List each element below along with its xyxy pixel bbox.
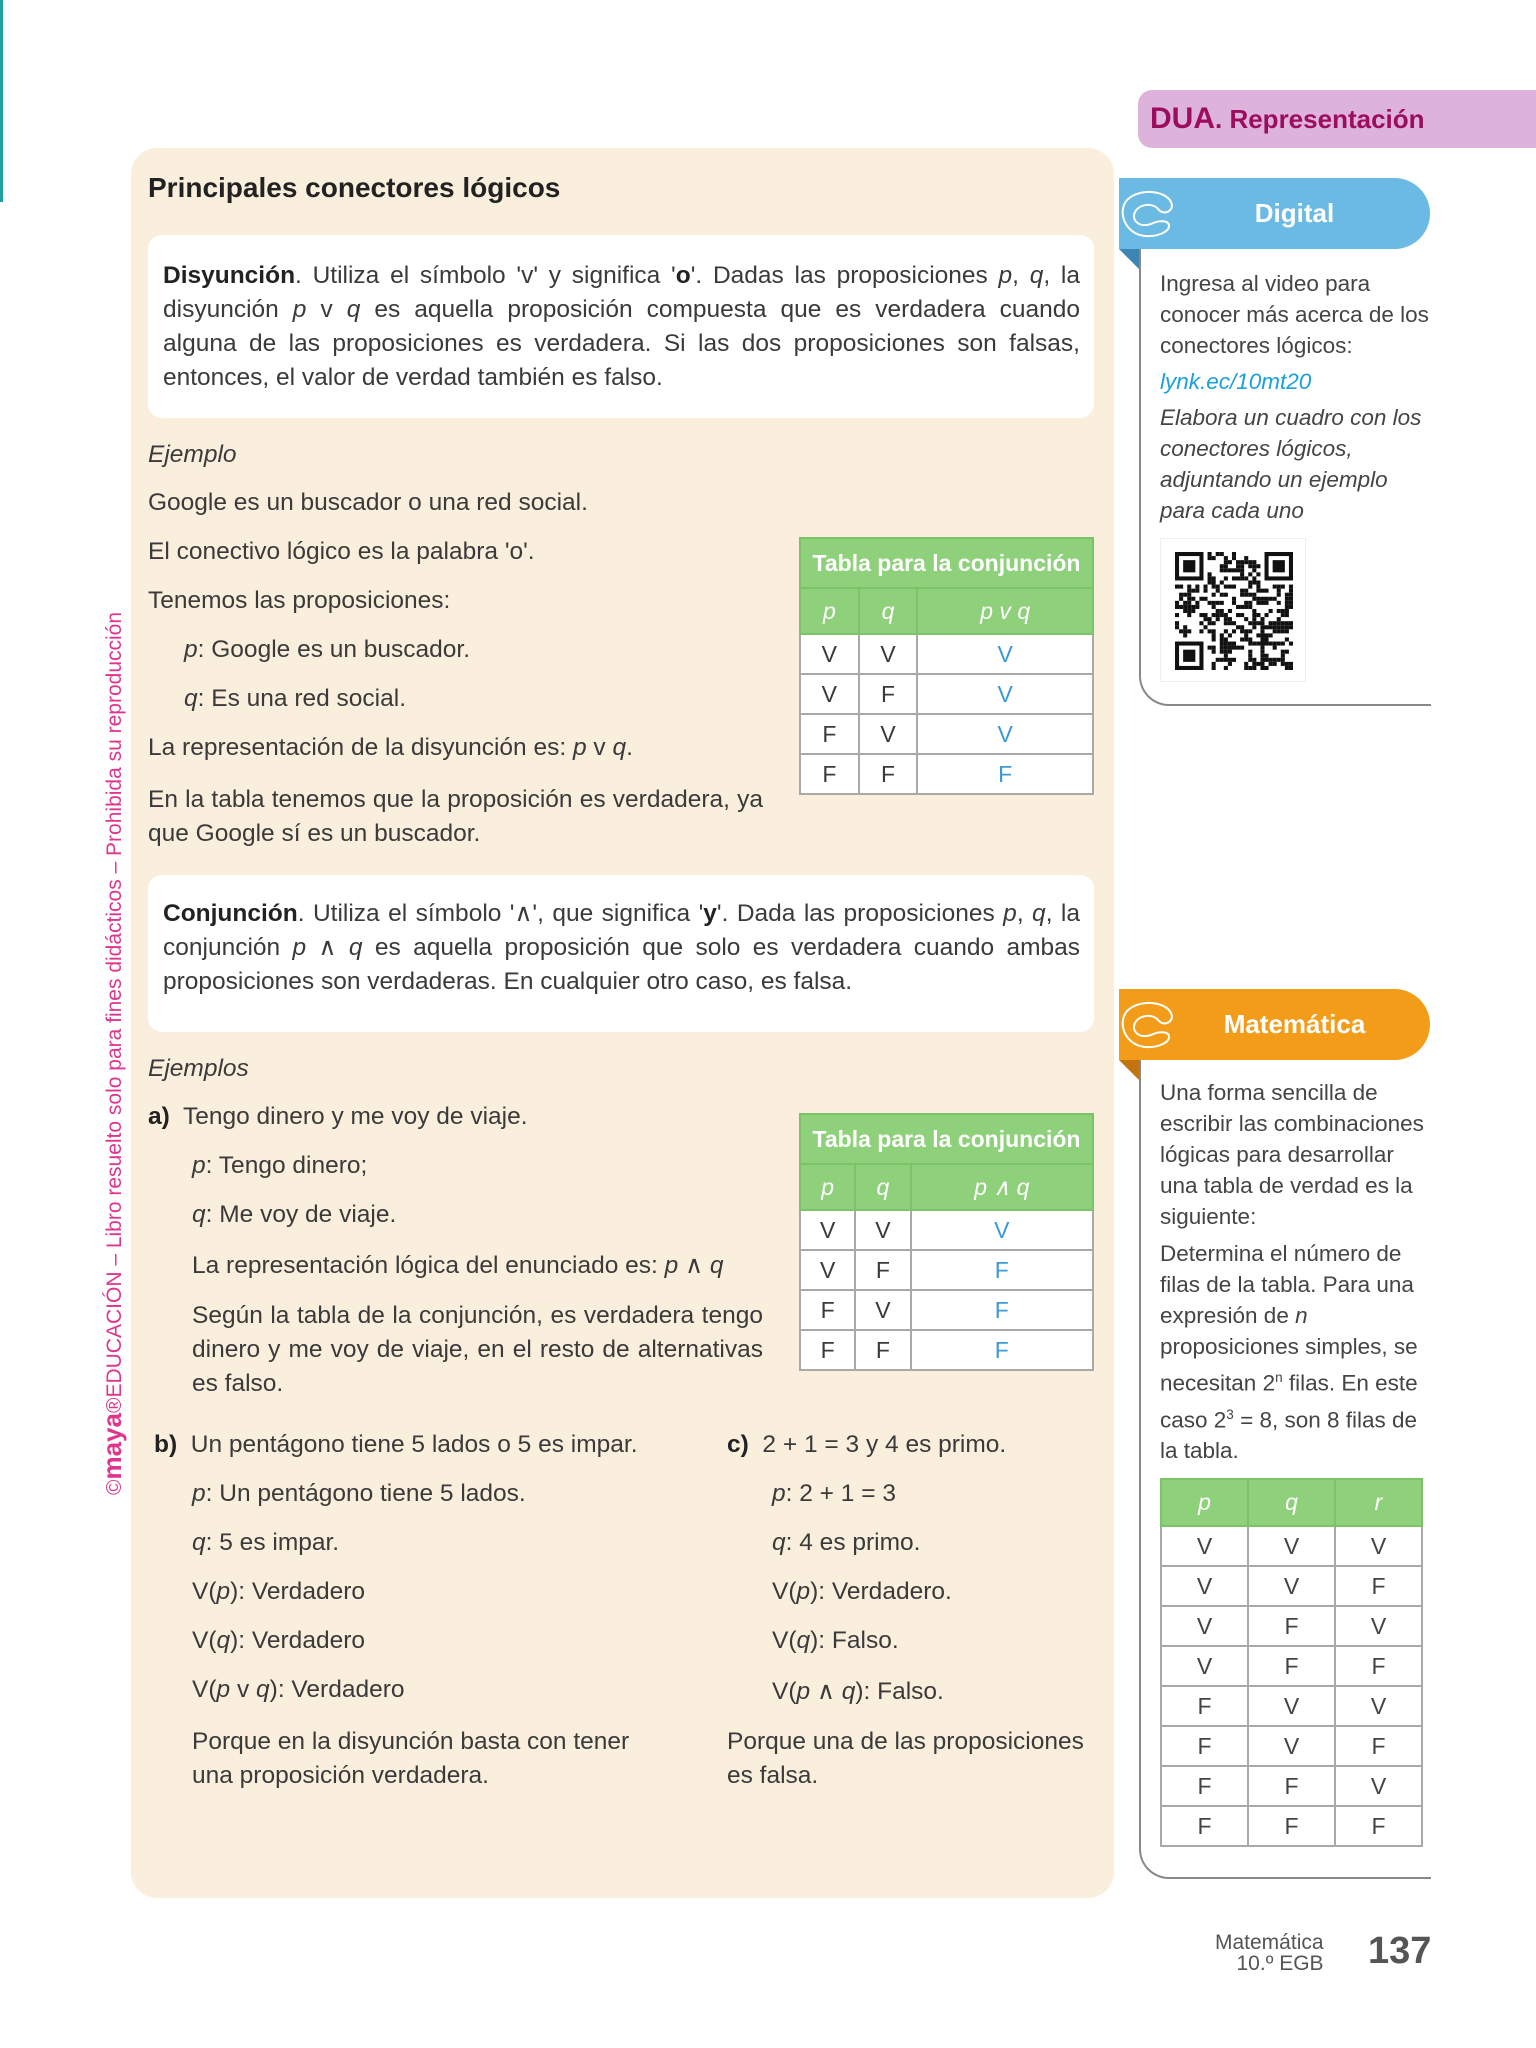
example-conclusion	[727, 1725, 1097, 1793]
table-cell: V	[1248, 1686, 1335, 1726]
table-cell: F	[1161, 1806, 1248, 1846]
table-header-row	[800, 1164, 1093, 1210]
item-statement: Un pentágono tiene 5 lados o 5 es impar.	[190, 1431, 638, 1458]
text-segment: p	[292, 934, 307, 961]
example-1	[148, 489, 763, 851]
table-cell: F	[1335, 1726, 1422, 1766]
table-cell: V	[855, 1210, 910, 1250]
example-a	[148, 1103, 763, 1401]
text-segment: q	[256, 1676, 270, 1703]
table-row	[800, 1290, 1093, 1330]
text-segment: q	[612, 734, 627, 761]
table-cell: V	[800, 1250, 855, 1290]
footer-subject-name: Matemática	[1215, 1931, 1324, 1954]
table-row	[800, 634, 1093, 674]
table-cell: V	[800, 1210, 855, 1250]
text-segment: q	[772, 1529, 786, 1556]
table-cell: V	[800, 634, 859, 674]
text-segment: ): Verdadero	[230, 1578, 365, 1605]
text-segment: .	[626, 734, 633, 761]
dua-subtitle: . Representación	[1215, 104, 1425, 134]
text-segment: ∧	[306, 934, 349, 961]
digital-intro: Ingresa al video para conocer más acerca de los conectores lógicos:	[1160, 271, 1429, 358]
text-segment: p	[184, 636, 198, 663]
text-segment: p	[192, 1480, 206, 1507]
section-title: Principales conectores lógicos	[148, 172, 561, 203]
copyright-notice	[98, 612, 129, 1495]
table-cell: F	[1335, 1646, 1422, 1686]
truth-table-three-variables	[1160, 1478, 1423, 1847]
text-segment: q	[192, 1201, 206, 1228]
example-line	[192, 1529, 714, 1578]
column-header: p	[800, 588, 859, 634]
text-segment: p	[292, 296, 307, 323]
example-c	[727, 1431, 1107, 1793]
text-segment: Tenemos las proposiciones:	[148, 587, 451, 614]
table-cell: V	[859, 714, 918, 754]
text-segment: q	[709, 1252, 724, 1279]
example-line	[148, 636, 763, 685]
ribbon-fold	[1119, 249, 1139, 269]
matematica-title: Matemática	[1223, 1009, 1366, 1039]
example-conclusion	[148, 783, 763, 851]
text-segment: '. Dada las proposiciones	[716, 900, 1004, 927]
footer-subject	[1215, 1932, 1324, 1974]
text-segment: n	[1275, 1370, 1283, 1385]
table-cell: F	[855, 1250, 910, 1290]
text-segment: El conectivo lógico es la palabra 'o'.	[148, 538, 535, 565]
example-line	[772, 1578, 1107, 1627]
column-header: q	[859, 588, 918, 634]
text-segment: ): Verdadero.	[810, 1578, 952, 1605]
text-segment: p	[216, 1578, 231, 1605]
text-segment: p	[1003, 900, 1017, 927]
table-row	[800, 674, 1093, 714]
text-segment: proposiciones simples, se necesitan 2	[1160, 1334, 1418, 1396]
table-row	[1161, 1606, 1422, 1646]
dua-banner	[1138, 90, 1536, 148]
digital-title: Digital	[1254, 198, 1335, 228]
text-segment: V(	[772, 1627, 797, 1654]
page-number: 137	[1368, 1930, 1432, 1972]
text-segment: p	[216, 1676, 231, 1703]
text-segment: q	[841, 1678, 856, 1705]
table-cell: F	[800, 1330, 855, 1370]
column-header: q	[855, 1164, 910, 1210]
link-icon	[1119, 188, 1179, 243]
matematica-body	[1139, 1060, 1431, 1879]
text-segment: q	[346, 296, 361, 323]
text-segment: Disyunción	[163, 262, 296, 289]
item-label: c)	[727, 1431, 749, 1458]
table-row	[800, 754, 1093, 794]
table-row	[800, 1210, 1093, 1250]
example-line	[192, 1250, 763, 1299]
column-header: p	[800, 1164, 855, 1210]
brand-logo: maya	[97, 1413, 127, 1480]
text-segment: Según la tabla de la conjunción, es verdadera tengo dinero y me voy de viaje, en el resto de alternativas es falso.	[192, 1302, 763, 1397]
table-cell: F	[1248, 1766, 1335, 1806]
digital-header	[1119, 178, 1430, 249]
text-segment: V(	[192, 1676, 217, 1703]
text-segment: La representación lógica del enunciado es:	[192, 1252, 665, 1279]
text-segment: V(	[192, 1627, 217, 1654]
table-cell: F	[1248, 1646, 1335, 1686]
text-segment: es aquella proposición compuesta que es verdadera cuando alguna de las proposiciones es verdadera. Si las dos proposiciones son falsas, entonces, el valor de verdad también es falso.	[163, 296, 1080, 391]
text-segment: ∧	[810, 1678, 842, 1705]
digital-body	[1139, 249, 1431, 706]
example-line	[192, 1201, 763, 1250]
table-cell: V	[1335, 1686, 1422, 1726]
table-cell: V	[855, 1290, 910, 1330]
disyuncion-definition	[148, 235, 1094, 418]
table-row	[800, 1250, 1093, 1290]
table-header-row	[800, 588, 1093, 634]
text-segment: ): Falso.	[855, 1678, 944, 1705]
text-segment: . Utiliza el símbolo 'v' y significa '	[295, 262, 676, 289]
disyuncion-text	[163, 259, 1080, 395]
table-cell: F	[917, 754, 1093, 794]
conjuncion-text	[163, 897, 1080, 999]
column-header: p	[1161, 1479, 1248, 1526]
table-cell: F	[911, 1290, 1093, 1330]
text-segment: La representación de la disyunción es:	[148, 734, 573, 761]
text-segment: ): Verdadero	[230, 1627, 365, 1654]
example-line	[192, 1676, 714, 1725]
text-segment: : Tengo dinero;	[205, 1152, 368, 1179]
text-segment: o	[675, 262, 691, 289]
text-segment: q	[192, 1529, 206, 1556]
text-segment: p	[772, 1480, 786, 1507]
table-cell: V	[1335, 1526, 1422, 1566]
text-segment: = 8, son 8 filas de la tabla.	[1160, 1407, 1418, 1463]
text-segment: V(	[772, 1578, 797, 1605]
table-caption: Tabla para la conjunción	[800, 538, 1093, 588]
text-segment: q	[1029, 262, 1044, 289]
text-segment: : Me voy de viaje.	[205, 1201, 397, 1228]
copyright-symbol: ©	[103, 1479, 126, 1495]
table-cell: F	[1161, 1766, 1248, 1806]
table-row	[1161, 1686, 1422, 1726]
text-segment: filas. En este caso 2	[1160, 1370, 1418, 1432]
table-row	[1161, 1526, 1422, 1566]
text-segment: 3	[1226, 1406, 1234, 1422]
dua-label: DUA	[1150, 102, 1215, 135]
truth-table-conjunction	[799, 1113, 1094, 1371]
text-segment: Determina el número de filas de la tabla. Para una expresión de	[1160, 1241, 1414, 1328]
footer-grade: 10.º EGB	[1236, 1952, 1324, 1975]
item-label: b)	[154, 1431, 178, 1458]
example-line	[192, 1578, 714, 1627]
text-segment: es aquella proposición que solo es verdadera cuando ambas proposiciones son verdaderas. En cualquier otro caso, es falsa.	[163, 934, 1081, 995]
text-segment: p	[192, 1152, 206, 1179]
table-cell: V	[1335, 1766, 1422, 1806]
item-label: a)	[148, 1103, 170, 1130]
table-cell: F	[800, 714, 859, 754]
table-cell: V	[800, 674, 859, 714]
text-segment: n	[1295, 1303, 1308, 1328]
table-cell: F	[800, 754, 859, 794]
example-line	[772, 1676, 1107, 1725]
text-segment: p	[664, 1252, 679, 1279]
text-segment: q	[796, 1627, 811, 1654]
text-segment: , la conjunción	[163, 900, 1080, 961]
video-link[interactable]: lynk.ec/10mt20	[1160, 369, 1312, 394]
text-segment: V(	[772, 1678, 797, 1705]
registered-symbol: ®	[103, 1397, 126, 1414]
conjuncion-definition	[148, 875, 1094, 1032]
text-segment: , la disyunción	[163, 262, 1080, 323]
table-cell: V	[859, 634, 918, 674]
table-cell: F	[911, 1330, 1093, 1370]
example-conclusion	[192, 1299, 763, 1401]
example-line	[148, 685, 763, 734]
table-row	[800, 1330, 1093, 1370]
table-cell: F	[1335, 1566, 1422, 1606]
text-segment: En la tabla tenemos que la proposición es verdadera, ya que Google sí es un buscador.	[148, 786, 763, 847]
table-row	[800, 714, 1093, 754]
table-cell: V	[911, 1210, 1093, 1250]
matematica-paragraph	[1160, 1238, 1431, 1466]
examples-heading: Ejemplos	[148, 1055, 249, 1082]
table-cell: F	[911, 1250, 1093, 1290]
table-cell: F	[855, 1330, 910, 1370]
example-line	[148, 538, 763, 587]
text-segment: : Es una red social.	[197, 685, 406, 712]
text-segment: '. Dadas las proposiciones	[690, 262, 999, 289]
text-segment: : Un pentágono tiene 5 lados.	[205, 1480, 526, 1507]
text-segment: q	[184, 685, 198, 712]
table-cell: F	[800, 1290, 855, 1330]
text-segment: . Utiliza el símbolo '∧', que significa '	[297, 900, 704, 927]
text-segment: : 4 es primo.	[785, 1529, 921, 1556]
text-segment: v	[230, 1676, 257, 1703]
example-line	[148, 587, 763, 636]
text-segment: ,	[1016, 900, 1033, 927]
table-cell: V	[1161, 1566, 1248, 1606]
example-line	[192, 1627, 714, 1676]
text-segment: v	[586, 734, 613, 761]
table-caption: Tabla para la conjunción	[800, 1114, 1093, 1164]
text-segment: ): Verdadero	[269, 1676, 405, 1703]
text-segment: V(	[192, 1578, 217, 1605]
qr-code[interactable]	[1160, 538, 1306, 682]
example-line	[148, 489, 763, 538]
item-statement: Tengo dinero y me voy de viaje.	[182, 1103, 528, 1130]
edge-accent	[0, 0, 3, 202]
table-row	[1161, 1566, 1422, 1606]
table-row	[1161, 1726, 1422, 1766]
text-segment: p	[796, 1578, 811, 1605]
text-segment: : Google es un buscador.	[197, 636, 471, 663]
table-cell: V	[1335, 1606, 1422, 1646]
text-segment: Conjunción	[163, 900, 298, 927]
text-segment: ,	[1012, 262, 1030, 289]
table-cell: F	[1248, 1606, 1335, 1646]
text-segment: ∧	[678, 1252, 710, 1279]
table-cell: V	[1161, 1606, 1248, 1646]
text-segment: Porque en la disyunción basta con tener una proposición verdadera.	[192, 1728, 630, 1789]
text-segment: q	[1032, 900, 1046, 927]
table-cell: F	[859, 674, 918, 714]
column-header: r	[1335, 1479, 1422, 1526]
table-row	[1161, 1766, 1422, 1806]
notice-text: EDUCACIÓN – Libro resuelto solo para fines didácticos – Prohibida su reproducción	[103, 611, 126, 1398]
table-cell: V	[1248, 1566, 1335, 1606]
text-segment: : 2 + 1 = 3	[785, 1480, 896, 1507]
column-header: p ∧ q	[911, 1164, 1093, 1210]
table-cell: F	[1161, 1726, 1248, 1766]
text-segment: p	[796, 1678, 811, 1705]
example-b	[154, 1431, 714, 1793]
text-segment: p	[998, 262, 1013, 289]
text-segment: Porque una de las proposiciones es falsa.	[727, 1728, 1084, 1789]
example-line	[772, 1480, 1107, 1529]
item-statement: 2 + 1 = 3 y 4 es primo.	[762, 1431, 1007, 1458]
example-line	[148, 734, 763, 783]
column-header: p v q	[917, 588, 1093, 634]
example-conclusion	[192, 1725, 662, 1793]
example-line	[192, 1152, 763, 1201]
truth-table-disjunction	[799, 537, 1094, 795]
text-segment: : 5 es impar.	[205, 1529, 340, 1556]
text-segment: p	[572, 734, 587, 761]
link-icon	[1119, 999, 1179, 1054]
text-segment: y	[703, 900, 717, 927]
table-cell: V	[1248, 1526, 1335, 1566]
text-segment: q	[348, 934, 363, 961]
table-cell: V	[917, 714, 1093, 754]
table-cell: V	[917, 634, 1093, 674]
text-segment: v	[306, 296, 347, 323]
matematica-header	[1119, 989, 1430, 1060]
table-cell: F	[1248, 1806, 1335, 1846]
text-segment: Google es un buscador o una red social.	[148, 489, 588, 516]
text-segment: ): Falso.	[810, 1627, 899, 1654]
ribbon-fold	[1119, 1060, 1139, 1080]
table-cell: V	[917, 674, 1093, 714]
digital-task: Elabora un cuadro con los conectores lógicos, adjuntando un ejemplo para cada uno	[1160, 405, 1422, 523]
table-cell: F	[1161, 1686, 1248, 1726]
table-row	[1161, 1646, 1422, 1686]
example-line	[772, 1529, 1107, 1578]
qr-code-image	[1175, 552, 1293, 670]
table-row	[1161, 1806, 1422, 1846]
matematica-paragraph: Una forma sencilla de escribir las combinaciones lógicas para desarrollar una tabla de verdad es la siguiente:	[1160, 1080, 1424, 1229]
table-header-row	[1161, 1479, 1422, 1526]
example-heading: Ejemplo	[148, 441, 237, 468]
column-header: q	[1248, 1479, 1335, 1526]
table-cell: F	[1335, 1806, 1422, 1846]
text-segment: q	[216, 1627, 231, 1654]
table-cell: F	[859, 754, 918, 794]
table-cell: V	[1161, 1526, 1248, 1566]
table-cell: V	[1161, 1646, 1248, 1686]
table-cell: V	[1248, 1726, 1335, 1766]
example-line	[772, 1627, 1107, 1676]
example-line	[192, 1480, 714, 1529]
